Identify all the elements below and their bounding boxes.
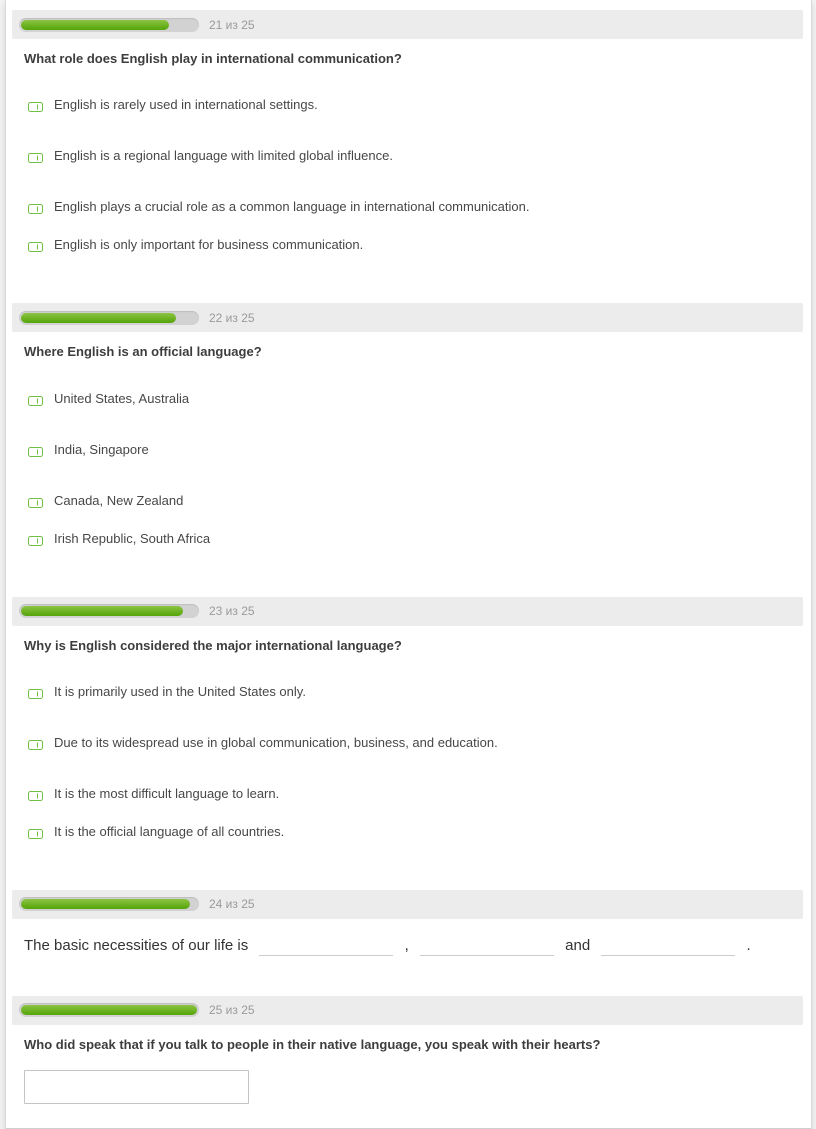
question-text: Why is English considered the major international language? <box>24 637 402 653</box>
radio-icon <box>28 444 43 462</box>
fill-blank-sentence <box>6 935 811 956</box>
answer-option-label: English plays a crucial role as a common language in international communication. <box>54 199 530 215</box>
answer-option[interactable] <box>19 391 793 411</box>
radio-icon <box>28 826 43 844</box>
answer-option[interactable] <box>19 684 793 704</box>
answer-option[interactable] <box>19 824 793 844</box>
blank-input-3[interactable] <box>601 935 735 956</box>
test-page <box>5 0 812 1129</box>
answer-option-label: It is the official language of all countries. <box>54 823 285 839</box>
progress-bar <box>19 897 199 911</box>
question-text: Where English is an official language? <box>24 344 262 360</box>
sentence-separator: and <box>565 936 591 954</box>
question-block-23 <box>6 597 811 844</box>
question-block-21 <box>6 10 811 257</box>
radio-icon <box>28 686 43 704</box>
question-text: Who did speak that if you talk to people in their native language, you speak with their hearts? <box>24 1036 601 1052</box>
question-block-22 <box>6 303 811 550</box>
progress-bar <box>19 18 199 32</box>
radio-icon <box>28 201 43 219</box>
question-header <box>12 597 803 626</box>
progress-fill <box>21 313 176 323</box>
radio-icon <box>28 150 43 168</box>
answer-option-label: India, Singapore <box>54 441 149 457</box>
progress-bar <box>19 311 199 325</box>
options-list <box>19 684 793 844</box>
answer-option[interactable] <box>19 735 793 755</box>
radio-icon <box>28 737 43 755</box>
question-header <box>12 303 803 332</box>
answer-option-label: It is primarily used in the United States only. <box>54 683 306 699</box>
progress-counter: 24 из 25 <box>209 897 255 912</box>
progress-bar <box>19 604 199 618</box>
answer-option[interactable] <box>19 442 793 462</box>
answer-option-label: English is a regional language with limited global influence. <box>54 148 393 164</box>
answer-option[interactable] <box>19 237 793 257</box>
answer-option-label: English is rarely used in international settings. <box>54 97 318 113</box>
radio-icon <box>28 99 43 117</box>
progress-counter: 25 из 25 <box>209 1003 255 1018</box>
progress-fill <box>21 1005 197 1015</box>
answer-option-label: Due to its widespread use in global communication, business, and education. <box>54 734 498 750</box>
answer-option-label: English is only important for business communication. <box>54 237 364 253</box>
answer-option[interactable] <box>19 199 793 219</box>
answer-option[interactable] <box>19 493 793 513</box>
answer-input[interactable] <box>24 1070 249 1104</box>
question-body <box>6 51 811 257</box>
progress-counter: 21 из 25 <box>209 17 255 32</box>
question-body <box>6 1037 811 1053</box>
progress-fill <box>21 20 169 30</box>
answer-option[interactable] <box>19 786 793 806</box>
sentence-separator: , <box>404 936 409 954</box>
question-header <box>12 890 803 919</box>
answer-option-label: Irish Republic, South Africa <box>54 530 211 546</box>
question-header <box>12 10 803 39</box>
question-block-24 <box>6 890 811 956</box>
progress-bar <box>19 1003 199 1017</box>
question-body <box>6 344 811 550</box>
radio-icon <box>28 533 43 551</box>
options-list <box>19 97 793 257</box>
radio-icon <box>28 239 43 257</box>
progress-counter: 23 из 25 <box>209 604 255 618</box>
answer-option[interactable] <box>19 97 793 117</box>
question-body <box>6 638 811 844</box>
progress-fill <box>21 606 183 616</box>
question-block-25 <box>6 996 811 1104</box>
radio-icon <box>28 393 43 411</box>
answer-option[interactable] <box>19 148 793 168</box>
radio-icon <box>28 788 43 806</box>
sentence-separator: . <box>746 936 751 954</box>
radio-icon <box>28 495 43 513</box>
blank-input-1[interactable] <box>259 935 393 956</box>
blank-input-2[interactable] <box>420 935 554 956</box>
answer-option-label: Canada, New Zealand <box>54 492 184 508</box>
progress-counter: 22 из 25 <box>209 310 255 325</box>
question-text: What role does English play in international communication? <box>24 51 402 66</box>
answer-option[interactable] <box>19 531 793 551</box>
sentence-lead-text: The basic necessities of our life is <box>24 936 249 954</box>
answer-option-label: United States, Australia <box>54 390 190 406</box>
question-header <box>12 996 803 1025</box>
options-list <box>19 391 793 551</box>
answer-option-label: It is the most difficult language to learn. <box>54 785 280 801</box>
progress-fill <box>21 899 190 909</box>
